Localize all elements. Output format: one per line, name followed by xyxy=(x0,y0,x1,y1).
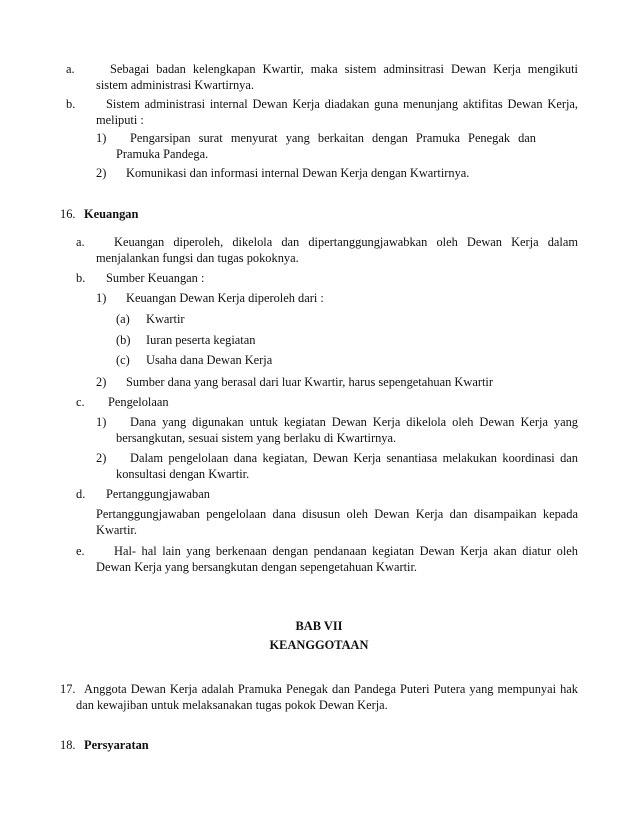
chapter-number: BAB VII xyxy=(295,619,343,633)
item-b-label: b. xyxy=(66,97,76,111)
s16-d-label: d. xyxy=(76,487,86,501)
item-b-sub2-text: Komunikasi dan informasi internal Dewan Kerja dengan Kwartirnya. xyxy=(126,166,470,180)
s16-b-label: b. xyxy=(76,271,86,285)
section-16-title: Keuangan xyxy=(84,207,139,221)
item-a-line2: sistem administrasi Kwartirnya. xyxy=(96,78,254,92)
s16-e-line2: Dewan Kerja yang bersangkutan dengan sepengetahuan Kwartir. xyxy=(96,560,418,574)
s16-b1-text: Keuangan Dewan Kerja diperoleh dari : xyxy=(126,291,324,305)
s16-b1a-label: (a) xyxy=(116,312,130,326)
s16-b2-label: 2) xyxy=(96,375,107,389)
item-b-line1: Sistem administrasi internal Dewan Kerja diadakan guna menunjang aktifitas Dewan Kerja, xyxy=(106,97,578,111)
s16-e-label: e. xyxy=(76,544,85,558)
item-b-line2: meliputi : xyxy=(96,113,144,127)
s16-c-text: Pengelolaan xyxy=(108,395,169,409)
item-b-sub1-line2: Pramuka Pandega. xyxy=(116,147,209,161)
s16-d-line2: Kwartir. xyxy=(96,523,137,537)
section-18-title: Persyaratan xyxy=(84,738,149,752)
s16-c2-line2: konsultasi dengan Kwartir. xyxy=(116,467,250,481)
s16-b1c-text: Usaha dana Dewan Kerja xyxy=(146,353,273,367)
s16-c2-line1: Dalam pengelolaan dana kegiatan, Dewan Kerja senantiasa melakukan koordinasi dan xyxy=(130,451,578,465)
s16-c1-line1: Dana yang digunakan untuk kegiatan Dewan Kerja dikelola oleh Dewan Kerja yang xyxy=(130,415,578,429)
s16-b1b-text: Iuran peserta kegiatan xyxy=(146,333,256,347)
item-b-sub1-label: 1) xyxy=(96,131,107,145)
section-17-line1: Anggota Dewan Kerja adalah Pramuka Penegak dan Pandega Puteri Putera yang mempunyai hak xyxy=(84,682,578,696)
s16-c1-label: 1) xyxy=(96,415,107,429)
s16-d-text: Pertanggungjawaban xyxy=(106,487,210,501)
section-18-number: 18. xyxy=(60,738,76,752)
s16-b1-label: 1) xyxy=(96,291,107,305)
s16-e-line1: Hal- hal lain yang berkenaan dengan pendanaan kegiatan Dewan Kerja akan diatur oleh xyxy=(114,544,578,558)
s16-a-line2: menjalankan fungsi dan tugas pokoknya. xyxy=(96,251,299,265)
s16-a-line1: Keuangan diperoleh, dikelola dan dipertanggungjawabkan oleh Dewan Kerja dalam xyxy=(114,235,578,249)
section-16-number: 16. xyxy=(60,207,76,221)
chapter-title: KEANGGOTAAN xyxy=(269,638,369,652)
s16-b-text: Sumber Keuangan : xyxy=(106,271,205,285)
item-b-sub2-label: 2) xyxy=(96,166,107,180)
s16-c-label: c. xyxy=(76,395,85,409)
s16-c1-line2: bersangkutan, sesuai sistem yang berlaku di Kwartirnya. xyxy=(116,431,397,445)
s16-b2-text: Sumber dana yang berasal dari luar Kwartir, harus sepengetahuan Kwartir xyxy=(126,375,493,389)
s16-d-line1: Pertanggungjawaban pengelolaan dana disusun oleh Dewan Kerja dan disampaikan kepada xyxy=(96,507,578,521)
s16-b1b-label: (b) xyxy=(116,333,131,347)
s16-b1c-label: (c) xyxy=(116,353,130,367)
section-17-line2: dan kewajiban untuk melaksanakan tugas pokok Dewan Kerja. xyxy=(76,698,388,712)
item-a-label: a. xyxy=(66,62,75,76)
s16-b1a-text: Kwartir xyxy=(146,312,185,326)
item-a-line1: Sebagai badan kelengkapan Kwartir, maka sistem adminsitrasi Dewan Kerja mengikuti xyxy=(110,62,578,76)
s16-a-label: a. xyxy=(76,235,85,249)
section-17-number: 17. xyxy=(60,682,76,696)
s16-c2-label: 2) xyxy=(96,451,107,465)
item-b-sub1-line1: Pengarsipan surat menyurat yang berkaitan dengan Pramuka Penegak dan xyxy=(130,131,536,145)
